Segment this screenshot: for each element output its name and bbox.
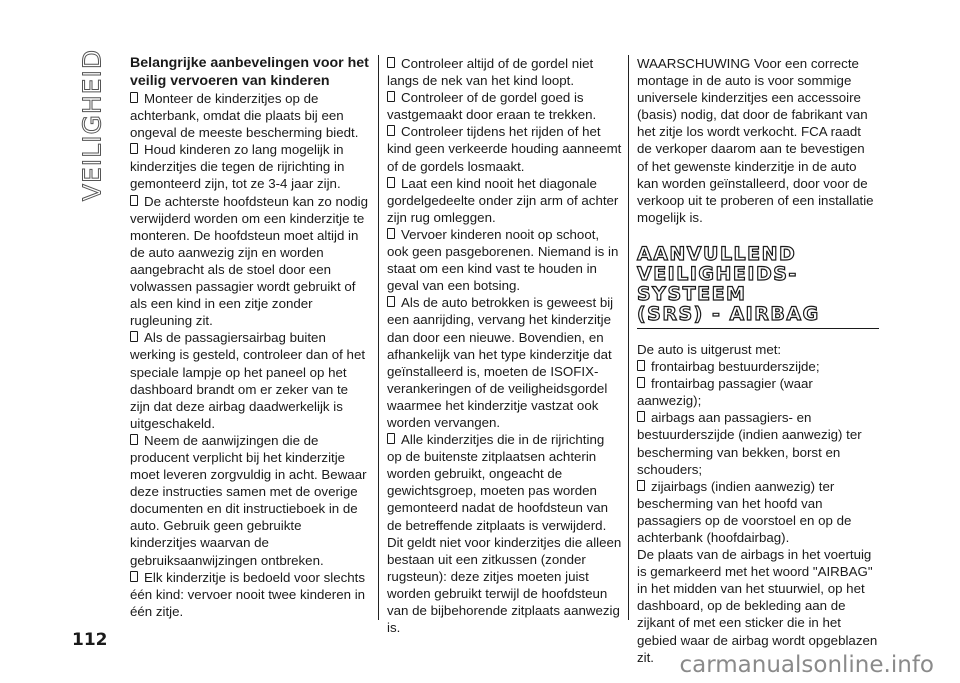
closing-paragraph: De plaats van de airbags in het voertuig is gemarkeerd met het woord "AIRBAG" in het midden van het stuurwiel, op het dashboard, op de bekleding aan de zijkant of met een sticker die in het gebied waar de airbag wordt opgeblazen zit. [637,547,878,665]
warning-paragraph: WAARSCHUWING Voor een correcte montage in de auto is voor sommige universele kinderzitjes een accessoire (basis) nodig, dat door de fabrikant van het zitje los wordt verkocht. FCA raadt de verkoper daarom aan te bevestigen of het gewenste kinderzitje in de auto kan worden geïnstalleerd, door voor de verkoop uit te proberen of een installatie mogelijk is. [637,56,874,225]
watermark: carmanualsonline.info [679,652,934,678]
bullet-paragraph: Neem de aanwijzingen die de producent verplicht bij het kinderzitje moet leveren zorgvuldig in acht. Bewaar deze instructies samen met de overige documenten en dit instructieboek in de auto. Gebruik geen gebruikte kinderzitjes waarvan de gebruiksaanwijzingen ontbreken. [130,432,370,569]
bullet-item: frontairbag passagier (waar aanwezig); [637,375,879,409]
section-title [637,244,879,329]
bullet-paragraph: Houd kinderen zo lang mogelijk in kinderzitjes die tegen de rijrichting in gemonteerd zijn, tot ze 3-4 jaar zijn. [130,141,370,192]
bullet-paragraph: Vervoer kinderen nooit op schoot, ook geen pasgeborenen. Niemand is in staat om een kind vast te houden in geval van een botsing. [387,226,622,294]
section-title-line: AANVULLEND [637,242,797,265]
section-title-line: SYSTEEM [637,282,747,305]
intro-text: De auto is uitgerust met: [637,341,782,357]
bullet-paragraph: Elk kinderzitje is bedoeld voor slechts één kind: vervoer nooit twee kinderen in één zitje. [130,569,370,620]
section-side-tab-label: VEILIGHEID [77,48,107,202]
section-heading: Belangrijke aanbevelingen voor het veilig vervoeren van kinderen [130,55,369,89]
column-1 [130,55,370,620]
bullet-paragraph: Monteer de kinderzitjes op de achterbank, omdat die plaats bij een ongeval de meeste bescherming biedt. [130,90,370,141]
bullet-item: airbags aan passagiers- en bestuurderszijde (indien aanwezig) ter bescherming van bekken, borst en schouders; [637,409,879,477]
column-2 [387,55,622,636]
section-title-line: VEILIGHEIDS- [637,262,798,285]
bullet-item: zijairbags (indien aanwezig) ter bescherming van het hoofd van passagiers op de voorstoel en op de achterbank (hoofdairbag). [637,478,879,546]
bullet-paragraph: Als de passagiersairbag buiten werking is gesteld, controleer dan of het speciale lampje op het paneel op het dashboard brandt om er zeker van te zijn dat deze airbag daadwerkelijk is uitgeschakeld. [130,329,370,432]
column-divider [628,55,629,620]
column-3 [637,55,879,666]
page-number: 112 [72,630,108,650]
bullet-paragraph: Als de auto betrokken is geweest bij een aanrijding, vervang het kinderzitje dan door een nieuwe. Bovendien, en afhankelijk van het type kinderzitje dat geïnstalleerd is, moeten de ISOFIX-verankeringen of de veiligheidsgordel waarmee het kinderzitje vastzat ook worden vervangen. [387,294,622,431]
bullet-paragraph: Controleer tijdens het rijden of het kind geen verkeerde houding aanneemt of de gordels losmaakt. [387,124,622,174]
bullet-paragraph: Controleer altijd of de gordel niet langs de nek van het kind loopt. [387,55,622,89]
bullet-item: frontairbag bestuurderszijde; [637,358,879,375]
bullet-paragraph: Laat een kind nooit het diagonale gordelgedeelte onder zijn arm of achter zijn rug omleggen. [387,175,622,226]
section-side-tab [72,50,112,200]
bullet-paragraph: De achterste hoofdsteun kan zo nodig verwijderd worden om een kinderzitje te monteren. De hoofdsteun moet altijd in de auto aanwezig zijn en worden aangebracht als de stoel door een volwassen passagier wordt gebruikt of als een kind in een zitje zonder rugleuning zit. [130,193,370,330]
bullet-paragraph: Controleer of de gordel goed is vastgemaakt door eraan te trekken. [387,89,622,123]
section-title-line: (SRS) - AIRBAG [637,302,820,325]
bullet-paragraph: Alle kinderzitjes die in de rijrichting op de buitenste zitplaatsen achterin worden gebruikt, ongeacht de gewichtsgroep, moeten pas worden gemonteerd nadat de hoofdsteun van de betreffende zitplaats is verwijderd. Dit geldt niet voor kinderzitjes die alleen bestaan uit een zitkussen (zonder rugsteun): deze zitjes moeten juist worden gebruikt terwijl de hoofdsteun van de bijbehorende zitplaats aanwezig is. [387,432,622,636]
column-divider [378,55,379,620]
